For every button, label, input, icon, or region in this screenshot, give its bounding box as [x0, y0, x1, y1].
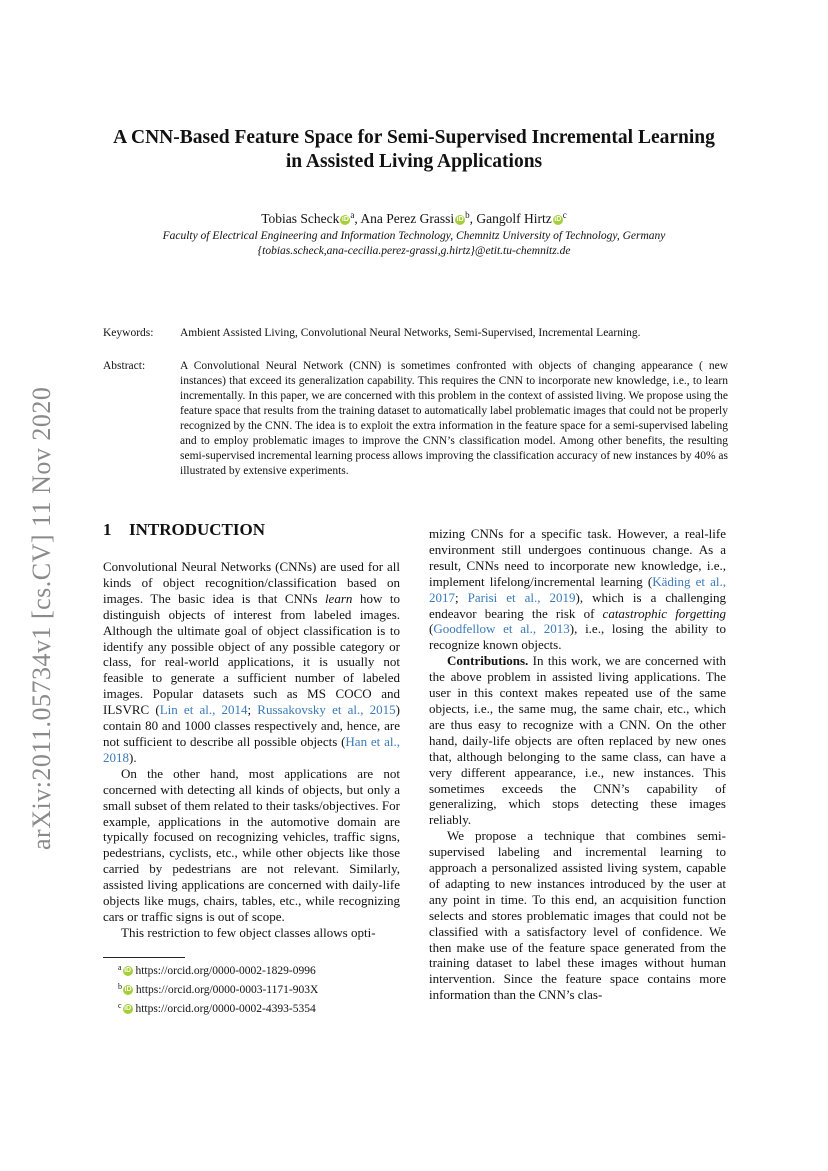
orcid-icon[interactable]: iD [456, 216, 464, 223]
abstract-text: A Convolutional Neural Network (CNN) is sometimes confronted with objects of changing appearance ( new instances) that exceed its generalization capability. This requires the CNN to incorporate new knowledge, i.e., to learn incrementally. In this paper, we are concerned with this problem in the context of assisted living. We propose using the feature space that results from the training dataset to automatically label problematic images that could not be properly recognized by the CNN. The idea is to exploit the extra information in the feature space for a semi-supervised labeling and to employ problematic images to improve the CNN’s classification model. Among other benefits, the resulting semi-supervised incremental learning process allows improving the classification accuracy of new instances by 40% as illustrated by extensive experiments. [180, 360, 728, 477]
author-mark: c [562, 210, 567, 220]
author-name: Ana Perez Grassi [360, 211, 455, 226]
keywords-text: Ambient Assisted Living, Convolutional Neural Networks, Semi-Supervised, Incremental Learning. [180, 327, 641, 339]
section-heading [103, 518, 400, 542]
text-run: how to distinguish objects of interest from labeled images. Although the ultimate goal of object classification is to identify any possible object of any possible category or class, for real-world applications, it is usually not feasible to generate a sufficient number of labeled images. Popular datasets such as MS COCO and ILSVRC ( [103, 590, 400, 718]
author-name: Tobias Scheck [261, 211, 340, 226]
footnote-mark: c [118, 1001, 122, 1010]
emphasis: learn [324, 590, 353, 606]
footnote-mark: a [118, 963, 122, 972]
text-run: ; [455, 589, 468, 605]
text-run: ). [129, 749, 137, 765]
paper-title [90, 126, 738, 174]
affiliation: Faculty of Electrical Engineering and Information Technology, Chemnitz University of Technology, Germany [162, 230, 666, 242]
citation-link[interactable]: Parisi et al., 2019 [467, 589, 576, 605]
paragraph [429, 653, 726, 828]
citation-link[interactable]: Käding et al., 2017 [429, 573, 726, 605]
title-line-1: A CNN-Based Feature Space for Semi-Supervised Incremental Learning [113, 127, 715, 148]
paragraph: On the other hand, most applications are not concerned with detecting all kinds of objects, but only a small subset of them related to their tasks/objectives. For example, applications in the automotive domain are typically focused on recognizing vehicles, traffic signs, pedestrians, cyclists, etc., while other objects like those carried by pedestrians are not relevant. Similarly, assisted living applications are concerned with daily-life objects like mugs, chairs, tables, etc., while recognizing cars or traffic signs is out of scope. [103, 765, 400, 924]
text-run: ( [429, 621, 434, 637]
paragraph: We propose a technique that combines semi-supervised labeling and incremental learning to approach a personalized assisted living system, capable of adapting to new instances introduced by the user at any point in time. To this end, an acquisition function selects and stores problematic images that could not be classified with a satisfactory level of confidence. We then make use of the feature space generated from the training dataset to label these images without human intervention. Since the feature space contains more information than the CNN’s clas- [429, 828, 726, 1003]
footnotes [118, 960, 398, 1017]
footnote [118, 979, 398, 998]
text-run: In this work, we are concerned with the above problem in assisted living applications. The user in this context makes repeated use of the same objects, i.e., the same mug, the same chair, etc., which are thus easy to recognize with a CNN. On the other hand, daily-life objects are often replaced by new ones that, although belonging to the same class, can have a very different appearance, i.e., new instances. This sometimes exceeds the CNN’s capability of generalizing, which stops detecting these images reliably. [429, 653, 726, 828]
section-number: 1 [103, 520, 112, 539]
emphasis: catastrophic forgetting [602, 605, 726, 621]
footnote-rule [103, 957, 185, 958]
orcid-icon: iD [124, 1005, 132, 1012]
author-mark: a [350, 210, 355, 220]
text-run: mizing CNNs for a specific task. However, a real-life environment still undergoes continuous change. As a result, CNNs need to incorporate new knowledge, i.e., implement lifelong/incremental learning ( [429, 526, 726, 589]
title-line-2: in Assisted Living Applications [285, 151, 543, 172]
footnote [118, 998, 398, 1017]
orcid-icon[interactable]: iD [341, 216, 349, 223]
citation-link[interactable]: Lin et al., 2014 [159, 702, 248, 718]
orcid-url[interactable]: https://orcid.org/0000-0003-1171-903X [135, 984, 319, 996]
author-name: Gangolf Hirtz [476, 211, 552, 226]
arxiv-side-stamp: arXiv:2011.05734v1 [cs.CV] 11 Nov 2020 [27, 386, 56, 850]
abstract-label: Abstract: [103, 360, 146, 372]
orcid-icon[interactable]: iD [554, 216, 562, 223]
orcid-icon: iD [124, 986, 132, 993]
text-run: ) contain 80 and 1000 classes respectively and, hence, are not sufficient to describe all possible objects ( [103, 702, 400, 749]
footnote-mark: b [118, 982, 122, 991]
author-emails: {tobias.scheck,ana-cecilia.perez-grassi,g.hirtz}@etit.tu-chemnitz.de [257, 245, 571, 257]
author-list: Tobias Scheck iD $^a$, Ana Perez Grassi iD $^b$, Gangolf Hirtz iD $^c$ [261, 210, 567, 226]
keywords-label: Keywords: [103, 327, 154, 339]
footnote [118, 960, 398, 979]
orcid-icon: iD [124, 967, 132, 974]
section-title: INTRODUCTION [129, 520, 266, 539]
orcid-url[interactable]: https://orcid.org/0000-0002-4393-5354 [135, 1003, 316, 1015]
left-column [103, 518, 400, 941]
citation-link[interactable]: Han et al., 2018 [103, 733, 400, 765]
text-run: ), which is a challenging endeavor bearing the risk of [429, 589, 726, 621]
paragraph [429, 526, 726, 653]
citation-link[interactable]: Russakovsky et al., 2015 [257, 702, 396, 718]
affiliation-block [90, 229, 738, 259]
author-mark: b [465, 210, 470, 220]
citation-link[interactable]: Goodfellow et al., 2013 [433, 621, 570, 637]
text-run: ; [247, 702, 258, 718]
right-column [429, 526, 726, 1003]
orcid-url[interactable]: https://orcid.org/0000-0002-1829-0996 [135, 965, 316, 977]
paragraph-heading: Contributions. [447, 653, 529, 669]
paragraph [103, 559, 400, 766]
paragraph: This restriction to few object classes allows opti- [121, 924, 376, 940]
text-run: Convolutional Neural Networks (CNNs) are used for all kinds of object recognition/classification based on images. The basic idea is that CNNs [103, 559, 400, 606]
text-run: ), i.e., losing the ability to recognize known objects. [429, 621, 726, 653]
